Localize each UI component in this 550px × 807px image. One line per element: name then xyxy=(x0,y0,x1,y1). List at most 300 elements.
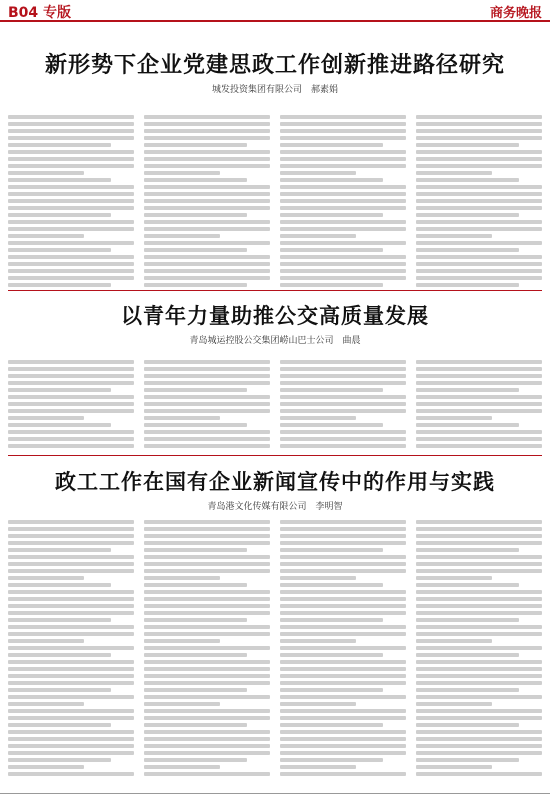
text-line-placeholder xyxy=(416,702,492,706)
article-2-title: 以青年力量助推公交高质量发展 xyxy=(121,304,429,328)
text-line-placeholder xyxy=(144,388,247,392)
text-line-placeholder xyxy=(280,730,406,734)
article-2-body xyxy=(8,360,542,455)
text-line-placeholder xyxy=(280,751,406,755)
text-line-placeholder xyxy=(144,604,270,608)
text-line-placeholder xyxy=(144,241,270,245)
text-line-placeholder xyxy=(416,402,542,406)
text-line-placeholder xyxy=(144,632,270,636)
text-line-placeholder xyxy=(8,115,134,119)
text-line-placeholder xyxy=(416,618,519,622)
text-line-placeholder xyxy=(416,576,492,580)
text-line-placeholder xyxy=(280,541,406,545)
article-3-title: 政工工作在国有企业新闻宣传中的作用与实践 xyxy=(55,470,495,494)
text-line-placeholder xyxy=(8,248,111,252)
text-line-placeholder xyxy=(280,744,406,748)
text-line-placeholder xyxy=(416,444,542,448)
text-line-placeholder xyxy=(416,688,519,692)
text-line-placeholder xyxy=(280,765,356,769)
text-line-placeholder xyxy=(8,122,134,126)
text-line-placeholder xyxy=(144,213,247,217)
text-line-placeholder xyxy=(416,255,542,259)
body-column xyxy=(144,360,270,455)
text-line-placeholder xyxy=(416,157,542,161)
text-line-placeholder xyxy=(416,213,519,217)
text-line-placeholder xyxy=(144,157,270,161)
text-line-placeholder xyxy=(8,423,111,427)
text-line-placeholder xyxy=(144,402,270,406)
text-line-placeholder xyxy=(8,611,134,615)
text-line-placeholder xyxy=(280,534,406,538)
text-line-placeholder xyxy=(416,283,519,287)
text-line-placeholder xyxy=(280,597,406,601)
text-line-placeholder xyxy=(144,639,220,643)
text-line-placeholder xyxy=(144,709,270,713)
text-line-placeholder xyxy=(416,395,542,399)
text-line-placeholder xyxy=(144,150,270,154)
text-line-placeholder xyxy=(280,423,383,427)
text-line-placeholder xyxy=(280,437,406,441)
text-line-placeholder xyxy=(416,227,542,231)
text-line-placeholder xyxy=(416,751,542,755)
text-line-placeholder xyxy=(416,206,542,210)
text-line-placeholder xyxy=(280,192,406,196)
text-line-placeholder xyxy=(280,444,406,448)
text-line-placeholder xyxy=(144,674,270,678)
text-line-placeholder xyxy=(8,395,134,399)
text-line-placeholder xyxy=(144,269,270,273)
text-line-placeholder xyxy=(144,688,247,692)
body-column xyxy=(416,520,542,785)
body-column xyxy=(8,520,134,785)
text-line-placeholder xyxy=(280,206,406,210)
text-line-placeholder xyxy=(280,360,406,364)
text-line-placeholder xyxy=(144,611,270,615)
text-line-placeholder xyxy=(280,276,406,280)
text-line-placeholder xyxy=(8,367,134,371)
body-column xyxy=(144,115,270,290)
text-line-placeholder xyxy=(144,262,270,266)
text-line-placeholder xyxy=(8,283,111,287)
body-column xyxy=(144,520,270,785)
text-line-placeholder xyxy=(8,374,134,378)
text-line-placeholder xyxy=(144,646,270,650)
text-line-placeholder xyxy=(416,164,542,168)
text-line-placeholder xyxy=(144,374,270,378)
text-line-placeholder xyxy=(144,653,247,657)
text-line-placeholder xyxy=(416,611,542,615)
text-line-placeholder xyxy=(280,548,383,552)
text-line-placeholder xyxy=(8,772,134,776)
text-line-placeholder xyxy=(8,255,134,259)
body-column xyxy=(8,115,134,290)
text-line-placeholder xyxy=(280,367,406,371)
text-line-placeholder xyxy=(280,115,406,119)
text-line-placeholder xyxy=(416,185,542,189)
text-line-placeholder xyxy=(8,185,134,189)
text-line-placeholder xyxy=(144,199,270,203)
text-line-placeholder xyxy=(8,444,134,448)
text-line-placeholder xyxy=(416,178,519,182)
text-line-placeholder xyxy=(8,555,134,559)
text-line-placeholder xyxy=(280,611,406,615)
text-line-placeholder xyxy=(144,583,247,587)
text-line-placeholder xyxy=(280,646,406,650)
text-line-placeholder xyxy=(144,234,220,238)
text-line-placeholder xyxy=(416,437,542,441)
text-line-placeholder xyxy=(416,527,542,531)
text-line-placeholder xyxy=(416,604,542,608)
text-line-placeholder xyxy=(8,430,134,434)
text-line-placeholder xyxy=(280,136,406,140)
text-line-placeholder xyxy=(144,143,247,147)
text-line-placeholder xyxy=(8,164,134,168)
text-line-placeholder xyxy=(280,590,406,594)
text-line-placeholder xyxy=(8,520,134,524)
text-line-placeholder xyxy=(280,248,383,252)
text-line-placeholder xyxy=(280,395,406,399)
text-line-placeholder xyxy=(416,150,542,154)
text-line-placeholder xyxy=(8,597,134,601)
text-line-placeholder xyxy=(144,730,270,734)
text-line-placeholder xyxy=(144,416,220,420)
text-line-placeholder xyxy=(8,129,134,133)
text-line-placeholder xyxy=(8,765,84,769)
text-line-placeholder xyxy=(8,716,134,720)
text-line-placeholder xyxy=(416,129,542,133)
body-column xyxy=(416,115,542,290)
text-line-placeholder xyxy=(144,590,270,594)
text-line-placeholder xyxy=(8,709,134,713)
text-line-placeholder xyxy=(144,569,270,573)
text-line-placeholder xyxy=(416,639,492,643)
body-column xyxy=(280,520,406,785)
text-line-placeholder xyxy=(144,122,270,126)
text-line-placeholder xyxy=(8,227,134,231)
text-line-placeholder xyxy=(416,234,492,238)
article-3 xyxy=(0,466,550,512)
text-line-placeholder xyxy=(8,381,134,385)
text-line-placeholder xyxy=(416,388,519,392)
text-line-placeholder xyxy=(280,695,406,699)
text-line-placeholder xyxy=(416,695,542,699)
text-line-placeholder xyxy=(8,269,134,273)
text-line-placeholder xyxy=(416,423,519,427)
text-line-placeholder xyxy=(144,185,270,189)
text-line-placeholder xyxy=(280,716,406,720)
text-line-placeholder xyxy=(144,534,270,538)
text-line-placeholder xyxy=(144,220,270,224)
text-line-placeholder xyxy=(416,583,519,587)
body-column xyxy=(280,115,406,290)
article-3-body xyxy=(8,520,542,785)
text-line-placeholder xyxy=(416,374,542,378)
text-line-placeholder xyxy=(280,234,356,238)
text-line-placeholder xyxy=(416,646,542,650)
text-line-placeholder xyxy=(8,653,111,657)
article-3-byline: 青岛港文化传媒有限公司 李明智 xyxy=(207,502,343,512)
text-line-placeholder xyxy=(144,751,270,755)
text-line-placeholder xyxy=(144,765,220,769)
text-line-placeholder xyxy=(280,213,383,217)
text-line-placeholder xyxy=(144,562,270,566)
text-line-placeholder xyxy=(280,269,406,273)
text-line-placeholder xyxy=(416,171,492,175)
text-line-placeholder xyxy=(280,199,406,203)
text-line-placeholder xyxy=(280,772,406,776)
text-line-placeholder xyxy=(8,262,134,266)
text-line-placeholder xyxy=(144,409,270,413)
text-line-placeholder xyxy=(416,765,492,769)
text-line-placeholder xyxy=(8,360,134,364)
text-line-placeholder xyxy=(416,241,542,245)
text-line-placeholder xyxy=(416,248,519,252)
text-line-placeholder xyxy=(280,653,383,657)
text-line-placeholder xyxy=(8,199,134,203)
text-line-placeholder xyxy=(280,220,406,224)
text-line-placeholder xyxy=(416,360,542,364)
text-line-placeholder xyxy=(416,674,542,678)
text-line-placeholder xyxy=(144,430,270,434)
text-line-placeholder xyxy=(8,681,134,685)
text-line-placeholder xyxy=(280,688,383,692)
text-line-placeholder xyxy=(8,723,111,727)
text-line-placeholder xyxy=(144,618,247,622)
text-line-placeholder xyxy=(280,674,406,678)
article-1 xyxy=(0,48,550,95)
text-line-placeholder xyxy=(144,178,247,182)
text-line-placeholder xyxy=(144,555,270,559)
text-line-placeholder xyxy=(280,381,406,385)
text-line-placeholder xyxy=(144,206,270,210)
text-line-placeholder xyxy=(280,527,406,531)
text-line-placeholder xyxy=(8,730,134,734)
text-line-placeholder xyxy=(416,555,542,559)
text-line-placeholder xyxy=(144,716,270,720)
text-line-placeholder xyxy=(144,541,270,545)
text-line-placeholder xyxy=(8,409,134,413)
text-line-placeholder xyxy=(416,199,542,203)
text-line-placeholder xyxy=(416,737,542,741)
text-line-placeholder xyxy=(8,241,134,245)
text-line-placeholder xyxy=(416,709,542,713)
text-line-placeholder xyxy=(144,129,270,133)
text-line-placeholder xyxy=(416,367,542,371)
text-line-placeholder xyxy=(416,276,542,280)
text-line-placeholder xyxy=(416,534,542,538)
article-1-title: 新形势下企业党建思政工作创新推进路径研究 xyxy=(44,53,505,78)
text-line-placeholder xyxy=(416,730,542,734)
text-line-placeholder xyxy=(144,520,270,524)
article-1-body xyxy=(8,115,542,290)
text-line-placeholder xyxy=(280,709,406,713)
text-line-placeholder xyxy=(8,702,84,706)
text-line-placeholder xyxy=(8,150,134,154)
text-line-placeholder xyxy=(416,548,519,552)
text-line-placeholder xyxy=(416,192,542,196)
text-line-placeholder xyxy=(416,562,542,566)
text-line-placeholder xyxy=(144,164,270,168)
text-line-placeholder xyxy=(416,653,519,657)
text-line-placeholder xyxy=(8,737,134,741)
text-line-placeholder xyxy=(8,437,134,441)
text-line-placeholder xyxy=(416,744,542,748)
section-divider xyxy=(8,290,542,291)
text-line-placeholder xyxy=(144,702,220,706)
text-line-placeholder xyxy=(280,562,406,566)
text-line-placeholder xyxy=(144,423,247,427)
text-line-placeholder xyxy=(280,681,406,685)
text-line-placeholder xyxy=(416,758,519,762)
text-line-placeholder xyxy=(416,409,542,413)
text-line-placeholder xyxy=(144,115,270,119)
text-line-placeholder xyxy=(8,157,134,161)
text-line-placeholder xyxy=(144,255,270,259)
text-line-placeholder xyxy=(8,590,134,594)
text-line-placeholder xyxy=(8,276,134,280)
text-line-placeholder xyxy=(416,262,542,266)
text-line-placeholder xyxy=(416,143,519,147)
text-line-placeholder xyxy=(144,360,270,364)
section-tag: B04 专版 xyxy=(8,5,72,21)
text-line-placeholder xyxy=(144,171,220,175)
text-line-placeholder xyxy=(144,772,270,776)
text-line-placeholder xyxy=(144,744,270,748)
text-line-placeholder xyxy=(8,646,134,650)
text-line-placeholder xyxy=(8,618,111,622)
text-line-placeholder xyxy=(8,143,111,147)
text-line-placeholder xyxy=(280,625,406,629)
text-line-placeholder xyxy=(144,527,270,531)
text-line-placeholder xyxy=(144,192,270,196)
text-line-placeholder xyxy=(280,569,406,573)
text-line-placeholder xyxy=(8,674,134,678)
text-line-placeholder xyxy=(280,416,356,420)
article-1-byline: 城发投资集团有限公司 郝素娟 xyxy=(211,85,338,95)
text-line-placeholder xyxy=(416,520,542,524)
text-line-placeholder xyxy=(280,283,383,287)
text-line-placeholder xyxy=(8,569,134,573)
text-line-placeholder xyxy=(280,122,406,126)
text-line-placeholder xyxy=(416,625,542,629)
text-line-placeholder xyxy=(8,527,134,531)
text-line-placeholder xyxy=(416,667,542,671)
text-line-placeholder xyxy=(144,136,270,140)
text-line-placeholder xyxy=(280,618,383,622)
text-line-placeholder xyxy=(144,395,270,399)
text-line-placeholder xyxy=(416,115,542,119)
text-line-placeholder xyxy=(280,178,383,182)
text-line-placeholder xyxy=(8,625,134,629)
text-line-placeholder xyxy=(280,143,383,147)
text-line-placeholder xyxy=(280,583,383,587)
text-line-placeholder xyxy=(8,534,134,538)
text-line-placeholder xyxy=(416,597,542,601)
text-line-placeholder xyxy=(280,241,406,245)
text-line-placeholder xyxy=(8,751,134,755)
text-line-placeholder xyxy=(144,548,247,552)
text-line-placeholder xyxy=(144,660,270,664)
text-line-placeholder xyxy=(144,367,270,371)
text-line-placeholder xyxy=(8,632,134,636)
text-line-placeholder xyxy=(280,555,406,559)
text-line-placeholder xyxy=(280,185,406,189)
text-line-placeholder xyxy=(144,758,247,762)
text-line-placeholder xyxy=(280,255,406,259)
text-line-placeholder xyxy=(144,695,270,699)
section-divider xyxy=(8,455,542,456)
text-line-placeholder xyxy=(416,122,542,126)
text-line-placeholder xyxy=(8,136,134,140)
text-line-placeholder xyxy=(280,758,383,762)
text-line-placeholder xyxy=(8,562,134,566)
page-header xyxy=(0,0,550,22)
text-line-placeholder xyxy=(144,227,270,231)
body-column xyxy=(280,360,406,455)
text-line-placeholder xyxy=(8,178,111,182)
text-line-placeholder xyxy=(8,639,84,643)
text-line-placeholder xyxy=(280,409,406,413)
text-line-placeholder xyxy=(280,150,406,154)
text-line-placeholder xyxy=(416,416,492,420)
text-line-placeholder xyxy=(8,192,134,196)
text-line-placeholder xyxy=(280,723,383,727)
text-line-placeholder xyxy=(144,597,270,601)
text-line-placeholder xyxy=(144,381,270,385)
text-line-placeholder xyxy=(280,402,406,406)
text-line-placeholder xyxy=(280,576,356,580)
text-line-placeholder xyxy=(8,402,134,406)
text-line-placeholder xyxy=(144,681,270,685)
text-line-placeholder xyxy=(8,220,134,224)
text-line-placeholder xyxy=(280,157,406,161)
text-line-placeholder xyxy=(280,388,383,392)
text-line-placeholder xyxy=(8,541,134,545)
text-line-placeholder xyxy=(416,723,519,727)
text-line-placeholder xyxy=(280,262,406,266)
text-line-placeholder xyxy=(144,276,270,280)
text-line-placeholder xyxy=(144,576,220,580)
text-line-placeholder xyxy=(416,430,542,434)
text-line-placeholder xyxy=(8,695,134,699)
text-line-placeholder xyxy=(8,688,111,692)
text-line-placeholder xyxy=(8,660,134,664)
text-line-placeholder xyxy=(144,667,270,671)
text-line-placeholder xyxy=(8,667,134,671)
text-line-placeholder xyxy=(280,737,406,741)
text-line-placeholder xyxy=(280,520,406,524)
text-line-placeholder xyxy=(416,220,542,224)
text-line-placeholder xyxy=(8,548,111,552)
text-line-placeholder xyxy=(8,576,84,580)
text-line-placeholder xyxy=(8,758,111,762)
text-line-placeholder xyxy=(280,430,406,434)
text-line-placeholder xyxy=(416,541,542,545)
text-line-placeholder xyxy=(280,632,406,636)
page-footer xyxy=(0,793,550,807)
text-line-placeholder xyxy=(144,248,247,252)
text-line-placeholder xyxy=(416,569,542,573)
text-line-placeholder xyxy=(144,625,270,629)
text-line-placeholder xyxy=(144,437,270,441)
text-line-placeholder xyxy=(416,269,542,273)
text-line-placeholder xyxy=(8,213,111,217)
text-line-placeholder xyxy=(8,234,84,238)
text-line-placeholder xyxy=(144,737,270,741)
text-line-placeholder xyxy=(8,388,111,392)
text-line-placeholder xyxy=(8,206,134,210)
text-line-placeholder xyxy=(280,171,356,175)
